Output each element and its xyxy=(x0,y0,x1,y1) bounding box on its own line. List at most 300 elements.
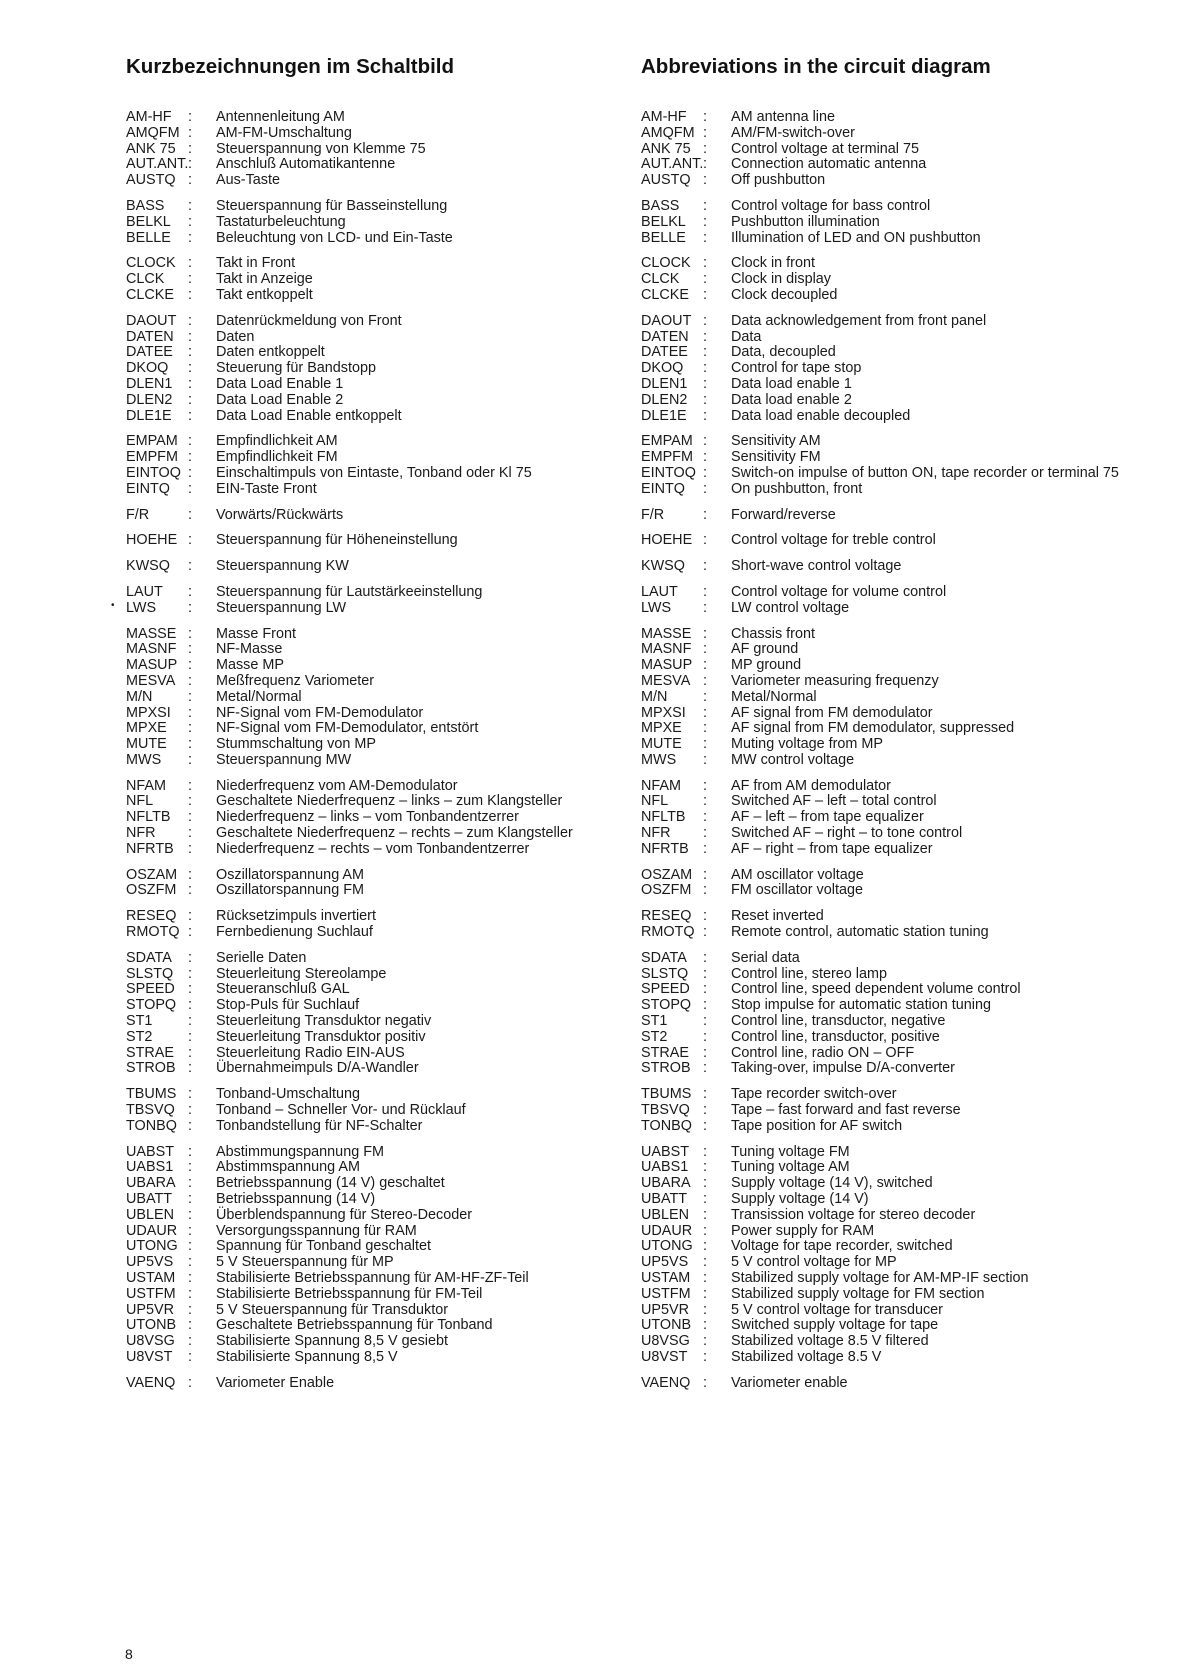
abbreviation: RESEQ xyxy=(641,908,692,925)
description: Anschluß Automatikantenne xyxy=(216,156,396,173)
separator: : xyxy=(703,1060,707,1077)
description: Off pushbutton xyxy=(731,172,826,189)
separator: : xyxy=(703,1044,707,1061)
abbreviation: USTAM xyxy=(126,1270,176,1286)
abbreviation-row xyxy=(126,1014,626,1030)
separator: : xyxy=(188,360,192,377)
abbreviation: U8VSG xyxy=(641,1333,690,1350)
abbreviation: CLCKE xyxy=(126,286,174,303)
abbreviation: AMQFM xyxy=(126,124,180,141)
separator: : xyxy=(703,1254,707,1271)
description: Sensitivity FM xyxy=(731,449,821,466)
separator: : xyxy=(703,286,707,303)
description: Stabilisierte Spannung 8,5 V xyxy=(216,1348,398,1365)
entry-group xyxy=(641,314,1161,425)
description: AF from AM demodulator xyxy=(731,777,891,794)
description: Geschaltete Niederfrequenz – links – zum Klangsteller xyxy=(216,793,563,810)
abbreviation: AM-HF xyxy=(641,109,687,125)
description: Steuerspannung LW xyxy=(216,599,347,616)
abbreviation-row xyxy=(126,883,626,899)
abbreviation: DLEN2 xyxy=(126,391,173,408)
abbreviation: NFRTB xyxy=(641,840,689,857)
abbreviation: AUT.ANT. xyxy=(641,156,704,173)
description: Stabilisierte Betriebsspannung für FM-Teil xyxy=(216,1285,483,1302)
abbreviation: AUSTQ xyxy=(641,172,691,189)
description: Überblendspannung für Stereo-Decoder xyxy=(216,1206,472,1223)
description: Muting voltage from MP xyxy=(731,736,883,753)
abbreviation-row xyxy=(641,1061,1161,1077)
abbreviation: SLSTQ xyxy=(641,965,689,982)
description: 5 V Steuerspannung für MP xyxy=(216,1254,394,1271)
description: Abstimmungspannung FM xyxy=(216,1143,384,1160)
abbreviation-row xyxy=(641,1350,1161,1366)
entry-group xyxy=(126,314,626,425)
description: Steuerspannung für Höheneinstellung xyxy=(216,532,458,549)
abbreviation-row xyxy=(126,909,626,925)
abbreviation: VAENQ xyxy=(126,1374,176,1391)
separator: : xyxy=(703,924,707,941)
abbreviation: NFL xyxy=(126,793,154,810)
description: Connection automatic antenna xyxy=(731,156,927,173)
abbreviation-row xyxy=(126,642,626,658)
abbreviation-row xyxy=(126,779,626,795)
separator: : xyxy=(188,213,192,230)
abbreviation: LAUT xyxy=(126,583,163,600)
abbreviation: EMPAM xyxy=(126,433,178,450)
separator: : xyxy=(703,229,707,246)
abbreviation-row xyxy=(641,1176,1161,1192)
abbreviation-row xyxy=(126,559,626,575)
description: Control line, transductor, negative xyxy=(731,1013,946,1030)
abbreviation-row xyxy=(126,1318,626,1334)
description: Tape position for AF switch xyxy=(731,1117,903,1134)
abbreviation-row xyxy=(641,126,1161,142)
separator: : xyxy=(188,672,192,689)
abbreviation-row xyxy=(641,601,1161,617)
abbreviation-row xyxy=(126,361,626,377)
description: Tuning voltage FM xyxy=(731,1143,850,1160)
abbreviation-row xyxy=(641,1145,1161,1161)
description: Switch-on impulse of button ON, tape recorder or terminal 75 xyxy=(731,464,1119,481)
description: Stop-Puls für Suchlauf xyxy=(216,997,360,1014)
description: Short-wave control voltage xyxy=(731,558,902,575)
separator: : xyxy=(703,328,707,345)
abbreviation: ST1 xyxy=(641,1013,668,1030)
abbreviation: MWS xyxy=(641,751,677,768)
abbreviation: UABS1 xyxy=(126,1159,174,1176)
abbreviation: UTONG xyxy=(126,1238,178,1255)
abbreviation: DKOQ xyxy=(641,360,684,377)
abbreviation: TBSVQ xyxy=(641,1102,690,1119)
separator: : xyxy=(188,1317,192,1334)
english-abbreviation-list xyxy=(641,110,1161,1402)
abbreviation-row xyxy=(126,627,626,643)
abbreviation-row xyxy=(641,1224,1161,1240)
abbreviation: LWS xyxy=(641,599,672,616)
separator: : xyxy=(703,558,707,575)
description: Einschaltimpuls von Eintaste, Tonband oder Kl 75 xyxy=(216,464,532,481)
abbreviation: UDAUR xyxy=(641,1222,693,1239)
abbreviation-row xyxy=(641,345,1161,361)
separator: : xyxy=(188,866,192,883)
abbreviation: MESVA xyxy=(126,672,176,689)
abbreviation-row xyxy=(126,1160,626,1176)
description: Takt in Anzeige xyxy=(216,271,313,288)
description: Masse Front xyxy=(216,625,296,642)
abbreviation-row xyxy=(126,967,626,983)
abbreviation: MASSE xyxy=(641,625,692,642)
description: Übernahmeimpuls D/A-Wandler xyxy=(216,1060,419,1077)
separator: : xyxy=(188,1060,192,1077)
abbreviation-row xyxy=(126,1030,626,1046)
entry-group xyxy=(641,1087,1161,1134)
separator: : xyxy=(703,720,707,737)
separator: : xyxy=(703,688,707,705)
abbreviation: MPXE xyxy=(126,720,167,737)
description: Tonbandstellung für NF-Schalter xyxy=(216,1117,423,1134)
separator: : xyxy=(188,583,192,600)
abbreviation-row xyxy=(126,142,626,158)
separator: : xyxy=(188,840,192,857)
description: MP ground xyxy=(731,657,802,674)
description: Stop impulse for automatic station tuning xyxy=(731,997,991,1014)
abbreviation: SLSTQ xyxy=(126,965,174,982)
abbreviation-row xyxy=(126,1176,626,1192)
abbreviation: BELKL xyxy=(126,213,171,230)
abbreviation: OSZAM xyxy=(126,866,178,883)
abbreviation: SDATA xyxy=(641,949,687,966)
entry-group xyxy=(641,1145,1161,1366)
separator: : xyxy=(703,464,707,481)
separator: : xyxy=(188,532,192,549)
abbreviation-row xyxy=(641,409,1161,425)
abbreviation-row xyxy=(641,533,1161,549)
description: Versorgungsspannung für RAM xyxy=(216,1222,417,1239)
abbreviation: CLCK xyxy=(126,271,165,288)
description: Steuerleitung Transduktor negativ xyxy=(216,1013,432,1030)
separator: : xyxy=(188,124,192,141)
separator: : xyxy=(703,793,707,810)
abbreviation: NFLTB xyxy=(126,809,171,826)
separator: : xyxy=(188,981,192,998)
abbreviation-row xyxy=(641,706,1161,722)
abbreviation-row xyxy=(126,409,626,425)
abbreviation: EMPFM xyxy=(641,449,693,466)
separator: : xyxy=(188,965,192,982)
separator: : xyxy=(703,532,707,549)
separator: : xyxy=(188,1159,192,1176)
separator: : xyxy=(188,641,192,658)
description: Niederfrequenz – links – vom Tonbandentzerrer xyxy=(216,809,519,826)
description: Taking-over, impulse D/A-converter xyxy=(731,1060,955,1077)
abbreviation-row xyxy=(126,1303,626,1319)
abbreviation: RESEQ xyxy=(126,908,177,925)
description: Steuerleitung Transduktor positiv xyxy=(216,1028,426,1045)
separator: : xyxy=(188,1086,192,1103)
abbreviation-row xyxy=(126,1192,626,1208)
separator: : xyxy=(703,1348,707,1365)
description: Sensitivity AM xyxy=(731,433,821,450)
description: AF signal from FM demodulator, suppressed xyxy=(731,720,1015,737)
separator: : xyxy=(703,375,707,392)
separator: : xyxy=(703,583,707,600)
abbreviation-row xyxy=(126,1087,626,1103)
abbreviation: OSZFM xyxy=(641,882,692,899)
abbreviation: RMOTQ xyxy=(641,924,695,941)
description: 5 V control voltage for MP xyxy=(731,1254,897,1271)
abbreviation-row xyxy=(641,690,1161,706)
separator: : xyxy=(188,1191,192,1208)
description: Niederfrequenz – rechts – vom Tonbandentzerrer xyxy=(216,840,530,857)
abbreviation-row xyxy=(126,1119,626,1135)
separator: : xyxy=(703,1102,707,1119)
abbreviation: MASUP xyxy=(641,657,693,674)
description: Tuning voltage AM xyxy=(731,1159,850,1176)
abbreviation: ST2 xyxy=(126,1028,153,1045)
description: Takt in Front xyxy=(216,255,296,272)
description: Tonband-Umschaltung xyxy=(216,1086,360,1103)
description: Reset inverted xyxy=(731,908,824,925)
abbreviation-row xyxy=(641,810,1161,826)
abbreviation: NFRTB xyxy=(126,840,174,857)
description: Niederfrequenz vom AM-Demodulator xyxy=(216,777,458,794)
abbreviation: UABS1 xyxy=(641,1159,689,1176)
description: Takt entkoppelt xyxy=(216,286,313,303)
abbreviation-row xyxy=(126,215,626,231)
abbreviation: EINTOQ xyxy=(641,464,696,481)
description: Control line, stereo lamp xyxy=(731,965,887,982)
abbreviation: AM-HF xyxy=(126,109,172,125)
abbreviation-row xyxy=(641,1255,1161,1271)
abbreviation-row xyxy=(126,330,626,346)
abbreviation-row xyxy=(126,256,626,272)
separator: : xyxy=(188,312,192,329)
separator: : xyxy=(703,1159,707,1176)
description: FM oscillator voltage xyxy=(731,882,863,899)
description: Steueranschluß GAL xyxy=(216,981,350,998)
description: AM antenna line xyxy=(731,109,836,125)
abbreviation: SPEED xyxy=(641,981,690,998)
description: Oszillatorspannung AM xyxy=(216,866,364,883)
abbreviation: UBLEN xyxy=(641,1206,689,1223)
abbreviation: UBATT xyxy=(641,1191,688,1208)
entry-group xyxy=(126,199,626,246)
abbreviation: UDAUR xyxy=(126,1222,178,1239)
abbreviation-row xyxy=(641,173,1161,189)
description: EIN-Taste Front xyxy=(216,480,317,497)
separator: : xyxy=(703,172,707,189)
abbreviation-row xyxy=(126,585,626,601)
abbreviation: EMPAM xyxy=(641,433,693,450)
entry-group xyxy=(641,256,1161,303)
abbreviation: DLEN1 xyxy=(126,375,173,392)
abbreviation: MUTE xyxy=(641,736,682,753)
description: Control voltage for treble control xyxy=(731,532,936,549)
abbreviation-row xyxy=(126,434,626,450)
abbreviation: DATEE xyxy=(641,344,688,361)
abbreviation: MPXE xyxy=(641,720,682,737)
abbreviation-row xyxy=(126,1224,626,1240)
abbreviation-row xyxy=(641,508,1161,524)
separator: : xyxy=(188,751,192,768)
abbreviation: UBARA xyxy=(126,1175,176,1192)
entry-group xyxy=(126,508,626,524)
description: Stabilisierte Spannung 8,5 V gesiebt xyxy=(216,1333,449,1350)
separator: : xyxy=(188,156,192,173)
abbreviation-row xyxy=(126,753,626,769)
separator: : xyxy=(188,625,192,642)
separator: : xyxy=(188,286,192,303)
abbreviation: DAOUT xyxy=(641,312,692,329)
entry-group xyxy=(126,951,626,1077)
abbreviation: STROB xyxy=(641,1060,691,1077)
description: Vorwärts/Rückwärts xyxy=(216,506,344,523)
entry-group xyxy=(126,627,626,769)
description: Meßfrequenz Variometer xyxy=(216,672,375,689)
description: Daten xyxy=(216,328,255,345)
separator: : xyxy=(703,599,707,616)
abbreviation-row xyxy=(641,256,1161,272)
separator: : xyxy=(703,449,707,466)
print-speck: • xyxy=(111,600,115,611)
description: Control voltage for volume control xyxy=(731,583,947,600)
description: Tape – fast forward and fast reverse xyxy=(731,1102,961,1119)
separator: : xyxy=(703,1117,707,1134)
abbreviation: CLOCK xyxy=(126,255,176,272)
description: NF-Masse xyxy=(216,641,283,658)
description: Steuerung für Bandstopp xyxy=(216,360,377,377)
description: AM/FM-switch-over xyxy=(731,124,855,141)
entry-group xyxy=(641,627,1161,769)
separator: : xyxy=(188,375,192,392)
description: Rücksetzimpuls invertiert xyxy=(216,908,376,925)
description: Data Load Enable 2 xyxy=(216,391,344,408)
abbreviation: TBSVQ xyxy=(126,1102,175,1119)
abbreviation: STOPQ xyxy=(641,997,692,1014)
abbreviation: EMPFM xyxy=(126,449,178,466)
abbreviation: ANK 75 xyxy=(126,140,176,157)
separator: : xyxy=(703,866,707,883)
abbreviation: M/N xyxy=(641,688,668,705)
abbreviation: MASUP xyxy=(126,657,178,674)
separator: : xyxy=(703,312,707,329)
abbreviation: U8VST xyxy=(126,1348,173,1365)
description: Steuerspannung KW xyxy=(216,558,349,575)
separator: : xyxy=(703,407,707,424)
abbreviation-row xyxy=(641,1376,1161,1392)
description: NF-Signal vom FM-Demodulator, entstört xyxy=(216,720,479,737)
abbreviation-row xyxy=(126,690,626,706)
description: LW control voltage xyxy=(731,599,850,616)
description: Steuerspannung für Basseinstellung xyxy=(216,197,448,214)
separator: : xyxy=(703,506,707,523)
abbreviation-row xyxy=(126,482,626,498)
abbreviation: LWS xyxy=(126,599,157,616)
separator: : xyxy=(703,840,707,857)
separator: : xyxy=(703,1333,707,1350)
abbreviation-row xyxy=(126,706,626,722)
description: AF signal from FM demodulator xyxy=(731,704,933,721)
separator: : xyxy=(703,360,707,377)
separator: : xyxy=(703,140,707,157)
abbreviation: U8VST xyxy=(641,1348,688,1365)
entry-group xyxy=(641,434,1161,497)
entry-group xyxy=(126,779,626,858)
separator: : xyxy=(188,1374,192,1391)
separator: : xyxy=(703,825,707,842)
entry-group xyxy=(641,585,1161,617)
description: Data Load Enable 1 xyxy=(216,375,344,392)
description: Pushbutton illumination xyxy=(731,213,880,230)
abbreviation-row xyxy=(641,1287,1161,1303)
separator: : xyxy=(188,1270,192,1286)
separator: : xyxy=(703,704,707,721)
entry-group xyxy=(126,1145,626,1366)
separator: : xyxy=(703,124,707,141)
abbreviation-row xyxy=(126,231,626,247)
abbreviation: USTFM xyxy=(126,1285,176,1302)
separator: : xyxy=(703,344,707,361)
description: Data load enable 1 xyxy=(731,375,852,392)
abbreviation: BASS xyxy=(126,197,165,214)
abbreviation-row xyxy=(641,868,1161,884)
abbreviation: UTONB xyxy=(641,1317,692,1334)
description: Abstimmspannung AM xyxy=(216,1159,360,1176)
abbreviation: U8VSG xyxy=(126,1333,175,1350)
separator: : xyxy=(188,736,192,753)
abbreviation: DAOUT xyxy=(126,312,177,329)
description: AF – right – from tape equalizer xyxy=(731,840,933,857)
abbreviation-row xyxy=(126,951,626,967)
abbreviation-row xyxy=(641,361,1161,377)
abbreviation: KWSQ xyxy=(641,558,685,575)
abbreviation: ANK 75 xyxy=(641,140,691,157)
description: Control voltage for bass control xyxy=(731,197,931,214)
abbreviation: CLCKE xyxy=(641,286,689,303)
abbreviation-row xyxy=(641,1334,1161,1350)
abbreviation-row xyxy=(641,658,1161,674)
separator: : xyxy=(703,1270,707,1286)
abbreviation: SPEED xyxy=(126,981,175,998)
abbreviation: EINTQ xyxy=(126,480,170,497)
separator: : xyxy=(703,809,707,826)
separator: : xyxy=(703,1191,707,1208)
entry-group xyxy=(126,559,626,575)
entry-group xyxy=(641,1376,1161,1392)
description: Voltage for tape recorder, switched xyxy=(731,1238,953,1255)
separator: : xyxy=(703,641,707,658)
abbreviation: AMQFM xyxy=(641,124,695,141)
abbreviation-row xyxy=(641,1271,1161,1287)
entry-group xyxy=(641,199,1161,246)
abbreviation: DATEN xyxy=(126,328,174,345)
abbreviation: NFL xyxy=(641,793,669,810)
abbreviation: DKOQ xyxy=(126,360,169,377)
abbreviation: ST2 xyxy=(641,1028,668,1045)
separator: : xyxy=(188,704,192,721)
description: Geschaltete Niederfrequenz – rechts – zum Klangsteller xyxy=(216,825,573,842)
description: Clock in front xyxy=(731,255,815,272)
separator: : xyxy=(188,657,192,674)
german-heading: Kurzbezeichnungen im Schaltbild xyxy=(126,55,455,78)
description: Steuerspannung für Lautstärkeeinstellung xyxy=(216,583,483,600)
abbreviation: NFAM xyxy=(126,777,166,794)
abbreviation: AUT.ANT. xyxy=(126,156,189,173)
abbreviation: MASSE xyxy=(126,625,177,642)
description: Daten entkoppelt xyxy=(216,344,325,361)
separator: : xyxy=(703,997,707,1014)
description: AF – left – from tape equalizer xyxy=(731,809,924,826)
